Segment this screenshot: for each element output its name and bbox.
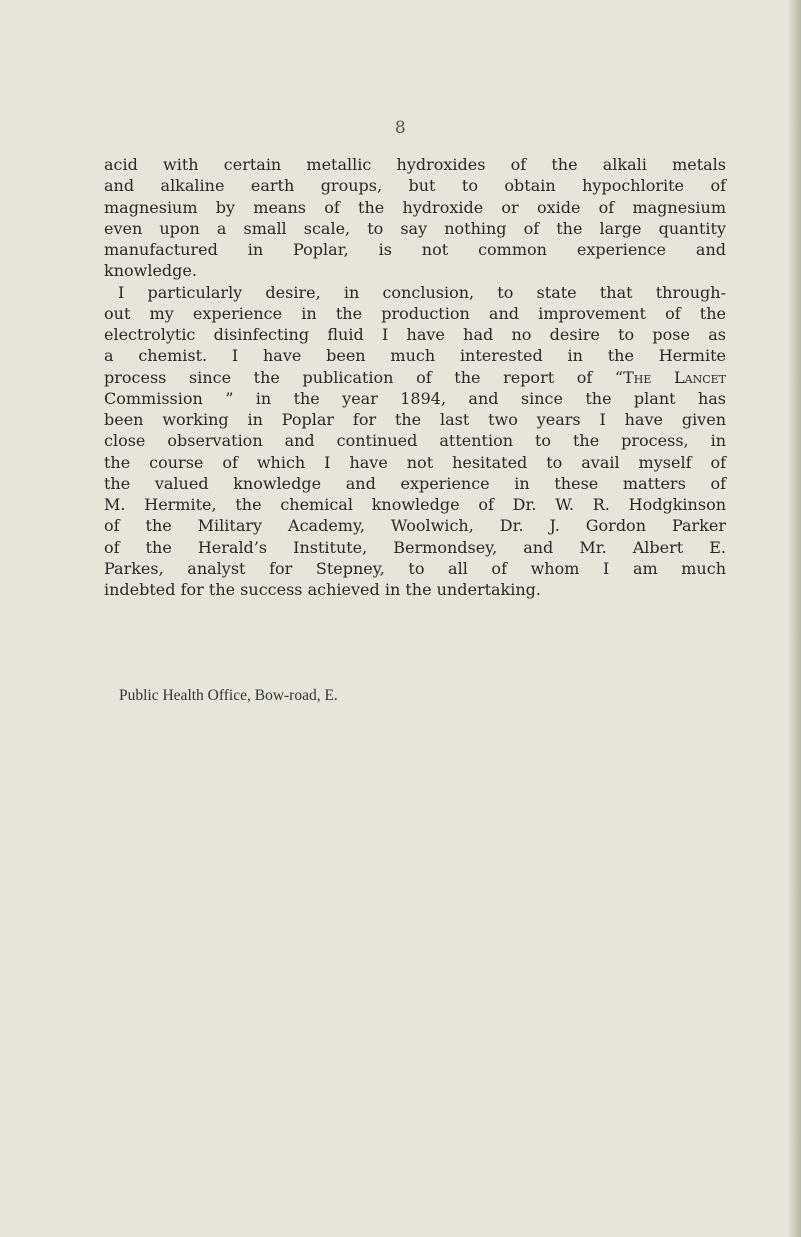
signature-line: Public Health Office, Bow-road, E. <box>119 687 338 704</box>
text-line: electrolytic disinfecting fluid I have had no desire to pose as <box>104 325 726 344</box>
text-line: Commission ” in the year 1894, and since the plant has <box>104 388 726 408</box>
text-line: of the Herald’s Institute, Bermondsey, and Mr. Albert E. <box>104 537 726 557</box>
text-line: the course of which I have not hesitated to avail myself of <box>104 452 726 472</box>
page-edge <box>787 0 801 1237</box>
text-line: knowledge. <box>104 261 197 281</box>
text-line: and alkaline earth groups, but to obtain hypochlorite of <box>104 176 726 196</box>
text-line: Parkes, analyst for Stepney, to all of whom I am much <box>104 558 726 578</box>
publication-title: The Lancet <box>623 367 726 387</box>
text-line: I particularly desire, in conclusion, to state that through- <box>118 282 726 302</box>
text-line: manufactured in Poplar, is not common experience and <box>104 240 726 259</box>
page-number: 8 <box>394 118 407 138</box>
text-line: been working in Poplar for the last two years I have given <box>104 410 726 429</box>
body-text <box>104 154 726 600</box>
text-line: a chemist. I have been much interested in the Hermite <box>104 346 726 366</box>
text-line: of the Military Academy, Woolwich, Dr. J. Gordon Parker <box>104 516 726 536</box>
text-line: even upon a small scale, to say nothing of the large quantity <box>104 218 726 238</box>
text-line: out my experience in the production and improvement of the <box>104 303 726 323</box>
text-line: the valued knowledge and experience in these matters of <box>104 473 726 493</box>
text-line-with-title <box>104 367 726 388</box>
text-line: magnesium by means of the hydroxide or oxide of magnesium <box>104 197 726 217</box>
text-line: indebted for the success achieved in the undertaking. <box>104 580 541 599</box>
text-line: acid with certain metallic hydroxides of the alkali metals <box>104 155 726 174</box>
text-line: M. Hermite, the chemical knowledge of Dr. W. R. Hodgkinson <box>104 495 726 514</box>
text-line: close observation and continued attention to the process, in <box>104 431 726 451</box>
text-line-part: process since the publication of the report of “ <box>104 367 624 387</box>
